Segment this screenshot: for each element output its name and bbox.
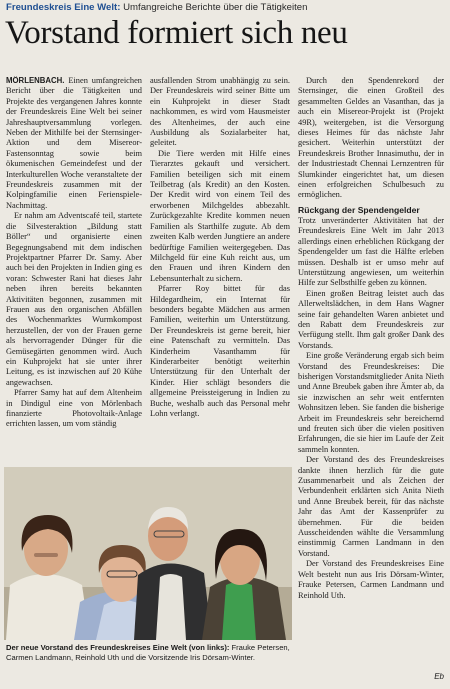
paragraph: Pfarrer Samy hat auf dem Altenheim in Dindigul eine von Mörlenbach finanzierte Photovoltaik-Anlage errichten lassen, um vom ständig <box>6 388 142 429</box>
author-initials: Eb <box>434 672 444 681</box>
caption-lead: Der neue Vorstand des Freundeskreises Eine Welt (von links): <box>6 643 230 652</box>
paragraph: Einen großen Beitrag leistet auch das Allerweltslädchen, in dem Hans Wagner seine fair gehandelten Waren anbietet und den Rabatt dem Freundeskreis zur Verfügung stellt. Ihm galt großer Dank des Vorstands. <box>298 288 444 350</box>
caption-names: Frauke Petersen, Carmen Landmann, Reinhold Uth und die Vorsitzende Iris Dörsam-Winter. <box>6 643 290 663</box>
paragraph: Durch den Spendenrekord der Sternsinger, die einen Großteil des gesammelten Geldes an Vasanthan, das ja auch ein Misereor-Projekt ist (Projekt 49R), weitergeben, ist die Versorgung dieses Heimes für das nächste Jahr gesichert. Weiterhin unterstützt der Freundeskreis Brother Innasimuthu, der in der Industriestadt Chennai Lernzentren für Slumkinder eingerichtet hat, um diesen einen erfolgreichen Schulbesuch zu ermöglichen. <box>298 76 444 200</box>
article-column-3 <box>298 76 444 676</box>
paragraph: Der Vorstand des Freundeskreises Eine Welt besteht nun aus Iris Dörsam-Winter, Frauke Petersen, Carmen Landmann und Reinhold Uth. <box>298 559 444 600</box>
dateline: MÖRLENBACH. <box>6 76 65 85</box>
paragraph: Der Vorstand des des Freundeskreises dankte ihnen herzlich für die gute Zusammenarbeit und als Zeichen der Verbundenheit erklärten sich Anita Nieth und Anne Breubek bereit, für das nächste Jahr das Amt der Kassenprüfer zu übernehmen. Für die beiden Ausscheidenden wählte die Versammlung einstimmig Carmen Landmann in den Vorstand. <box>298 455 444 558</box>
article-kicker <box>6 2 446 14</box>
paragraph: Trotz unveränderter Aktivitäten hat der Freundeskreis Eine Welt im Jahr 2013 allerdings einen erheblichen Rückgang der Spendengelder um fast die Hälfte erleben müssen. Deshalb ist er umso mehr auf Unterstützung angewiesen, um weiterhin Hilfe zur Selbsthilfe geben zu können. <box>298 215 444 288</box>
paragraph-text: Einen umfangreichen Bericht über die Tätigkeiten und Projekte des vergangenen Jahres konnte der Freundeskreis Eine Welt bei seiner Jahreshauptversammlung vorlegen. Neben der Mithilfe bei der Sternsinger-Aktion und dem Misereor-Fastensonntag sowie beim ökumenischen Gemeindefest und der Interkulturellen Woche veranstaltete der Freundeskreis zusammen mit der Kolpingfamilie einen Ferienspiele-Nachmittag. <box>6 76 142 210</box>
article-headline: Vorstand formiert sich neu <box>5 15 348 51</box>
paragraph: Eine große Veränderung ergab sich beim Vorstand des Freundeskreises: Die bisherigen Vorstandsmitglieder Anita Nieth und Anne Breubek gaben ihre Ämter ab, da sie inzwischen an sehr weit entfernten Wohnsitzen leben. Sie fanden die bisherige Arbeit im Freundeskreis sehr bereichernd und freuten sich über die vielen positiven Erfahrungen, die sie hier im Laufe der Zeit sammeln konnten. <box>298 351 444 454</box>
photo-illustration <box>4 467 292 640</box>
photo-caption <box>6 643 292 663</box>
paragraph: Er nahm am Adventscafé teil, startete die Silvesteraktion „Bildung statt Böller“ und organisierte einen Begegnungsabend mit dem indischen Projektpartner Pfarrer Dr. Samy. Aber auch bei den Projekten in Indien ging es voran: Schwester Rani hat dieses Jahr neben ihren bereits bekannten Aktivitäten begonnen, zusammen mit Frauen aus den organischen Abfällen des Wochenmarktes Wurmkompost herzustellen, der von der Frauen gerne als hervorragender Dünger für die Gemüsegärten genommen wird. Auch ein Kuhprojekt hat sie unter ihrer Leitung, es ist inzwischen auf 20 Kühe angewachsen. <box>6 211 142 387</box>
subheading: Rückgang der Spendengelder <box>298 204 420 215</box>
article-column-2 <box>150 76 290 462</box>
paragraph: Die Tiere werden mit Hilfe eines Tierarztes gekauft und versichert. Familien beteiligen sich mit einem Teilbetrag (als Kredit) an den Kosten. Der Kredit wird von einem Teil des erworbenen Milchgeldes abbezahlt. Zurückgezahlte Kredite kommen neuen Familien als Starthilfe zugute. Ab dem zweiten Kalb werden Jungtiere an andere bedürftige Familien weitergegeben. Das Milchgeld für eine Kuh reicht aus, um den Frauen und ihren Kindern den Lebensunterhalt zu sichern. <box>150 148 290 283</box>
group-photo <box>4 467 292 640</box>
paragraph: Pfarrer Roy bittet für das Hildegardheim, ein Internat für besonders begabte Mädchen aus armen Familien, weiterhin um Unterstützung. Der Freundeskreis ist gerne bereit, hier eine Patenschaft zu vermitteln. Das Kinderheim Vasanthamm für Kinderarbeiter benötigt weiterhin Unterstützung für den Unterhalt der Kinder. Hier schlägt besonders die allgemeine Preissteigerung in Indien zu Buche, weshalb auch das Personal mehr Lohn verlangt. <box>150 284 290 418</box>
paragraph <box>6 76 142 211</box>
article-column-1 <box>6 76 142 462</box>
paragraph: ausfallenden Strom unabhängig zu sein. Der Freundeskreis wird seiner Bitte um ein Kuhprojekt in dieser Stadt nachkommen, es wird vom Hausmeister des Altenheimes, der auch eine Ausbildung als Sozialarbeiter hat, geleitet. <box>150 76 290 148</box>
kicker-section: Freundeskreis Eine Welt: <box>6 2 121 13</box>
kicker-subtitle: Umfangreiche Berichte über die Tätigkeiten <box>123 2 308 13</box>
